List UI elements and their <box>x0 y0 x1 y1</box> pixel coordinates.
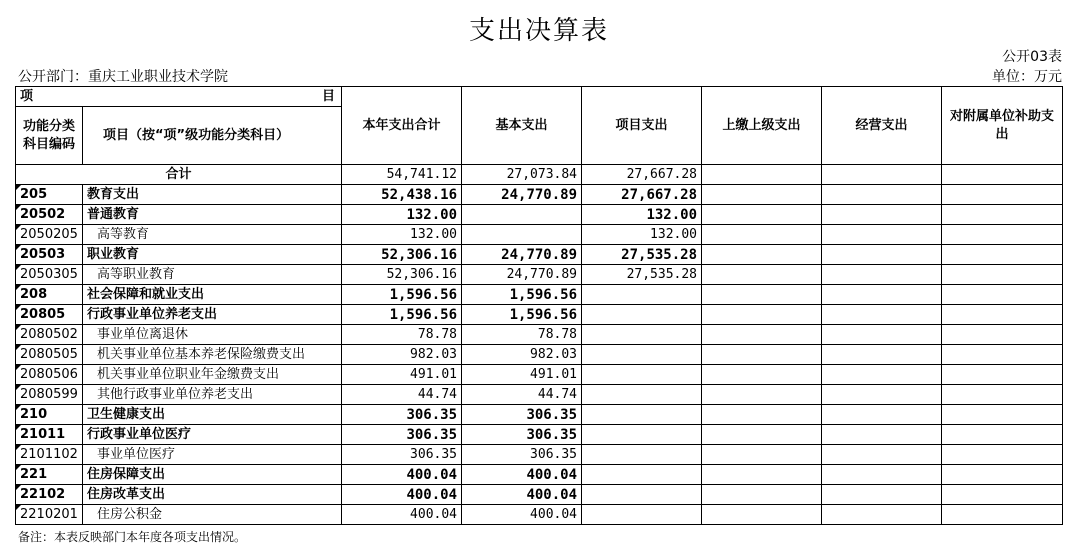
row-total: 52,306.16 <box>342 265 462 285</box>
table-row <box>16 405 1063 425</box>
row-upper <box>702 325 822 345</box>
unit-label: 单位：万元 <box>992 69 1062 85</box>
row-business <box>822 285 942 305</box>
row-upper <box>702 365 822 385</box>
row-total: 400.04 <box>342 505 462 525</box>
row-code: 2080505 <box>16 345 83 365</box>
row-code: 221 <box>16 465 83 485</box>
table-row <box>16 485 1063 505</box>
row-upper <box>702 405 822 425</box>
row-subsidy <box>942 345 1063 365</box>
row-subsidy <box>942 465 1063 485</box>
row-code: 2101102 <box>16 445 83 465</box>
row-total: 1,596.56 <box>342 285 462 305</box>
table-row <box>16 305 1063 325</box>
row-total: 1,596.56 <box>342 305 462 325</box>
row-total: 78.78 <box>342 325 462 345</box>
row-business <box>822 485 942 505</box>
row-project <box>582 505 702 525</box>
row-name: 行政事业单位养老支出 <box>83 305 342 325</box>
row-code: 208 <box>16 285 83 305</box>
item-header-right: 目 <box>322 89 336 104</box>
row-basic: 24,770.89 <box>462 265 582 285</box>
row-name: 住房改革支出 <box>83 485 342 505</box>
row-subsidy <box>942 365 1063 385</box>
row-project <box>582 285 702 305</box>
row-subsidy <box>942 225 1063 245</box>
row-upper <box>702 485 822 505</box>
row-project: 27,667.28 <box>582 185 702 205</box>
table-row <box>16 465 1063 485</box>
col-header-code: 功能分类科目编码 <box>16 107 83 165</box>
row-basic: 982.03 <box>462 345 582 365</box>
row-project: 132.00 <box>582 205 702 225</box>
row-total: 491.01 <box>342 365 462 385</box>
row-name: 高等职业教育 <box>83 265 342 285</box>
item-header <box>16 87 342 107</box>
row-name: 机关事业单位基本养老保险缴费支出 <box>83 345 342 365</box>
row-business <box>822 425 942 445</box>
row-name: 职业教育 <box>83 245 342 265</box>
row-basic: 1,596.56 <box>462 285 582 305</box>
row-business <box>822 345 942 365</box>
row-business <box>822 225 942 245</box>
row-business <box>822 445 942 465</box>
row-business <box>822 265 942 285</box>
table-row <box>16 325 1063 345</box>
row-upper <box>702 265 822 285</box>
row-code: 20503 <box>16 245 83 265</box>
row-project <box>582 445 702 465</box>
table-row <box>16 365 1063 385</box>
table-row <box>16 245 1063 265</box>
row-upper <box>702 185 822 205</box>
total-basic: 27,073.84 <box>462 165 582 185</box>
row-business <box>822 325 942 345</box>
row-project <box>582 485 702 505</box>
row-code: 2080599 <box>16 385 83 405</box>
row-name: 行政事业单位医疗 <box>83 425 342 445</box>
row-name: 住房公积金 <box>83 505 342 525</box>
col-header-total: 本年支出合计 <box>342 87 462 165</box>
total-project: 27,667.28 <box>582 165 702 185</box>
row-code: 205 <box>16 185 83 205</box>
total-business <box>822 165 942 185</box>
row-name: 其他行政事业单位养老支出 <box>83 385 342 405</box>
row-code: 2210201 <box>16 505 83 525</box>
row-name: 普通教育 <box>83 205 342 225</box>
row-project <box>582 465 702 485</box>
row-project <box>582 325 702 345</box>
row-subsidy <box>942 385 1063 405</box>
total-upper <box>702 165 822 185</box>
row-business <box>822 505 942 525</box>
row-basic: 78.78 <box>462 325 582 345</box>
row-basic: 44.74 <box>462 385 582 405</box>
row-basic: 491.01 <box>462 365 582 385</box>
row-total: 132.00 <box>342 225 462 245</box>
header-row-item <box>16 87 1063 107</box>
row-basic: 400.04 <box>462 465 582 485</box>
row-upper <box>702 225 822 245</box>
row-total: 306.35 <box>342 445 462 465</box>
form-code: 公开03表 <box>1002 49 1062 65</box>
row-basic: 306.35 <box>462 425 582 445</box>
row-total: 52,438.16 <box>342 185 462 205</box>
row-subsidy <box>942 405 1063 425</box>
row-code: 20502 <box>16 205 83 225</box>
table-row <box>16 505 1063 525</box>
col-header-project: 项目支出 <box>582 87 702 165</box>
row-subsidy <box>942 285 1063 305</box>
row-business <box>822 465 942 485</box>
row-total: 52,306.16 <box>342 245 462 265</box>
row-total: 400.04 <box>342 465 462 485</box>
table-row <box>16 205 1063 225</box>
row-total: 132.00 <box>342 205 462 225</box>
expenditure-table <box>15 86 1063 525</box>
total-amount: 54,741.12 <box>342 165 462 185</box>
row-basic: 306.35 <box>462 405 582 425</box>
row-total: 44.74 <box>342 385 462 405</box>
report-title: 支出决算表 <box>468 16 609 46</box>
row-name: 事业单位离退休 <box>83 325 342 345</box>
row-code: 2080502 <box>16 325 83 345</box>
row-basic: 400.04 <box>462 505 582 525</box>
row-project: 132.00 <box>582 225 702 245</box>
row-business <box>822 245 942 265</box>
table-row <box>16 265 1063 285</box>
row-project <box>582 425 702 445</box>
row-name: 高等教育 <box>83 225 342 245</box>
row-basic: 400.04 <box>462 485 582 505</box>
col-header-upper: 上缴上级支出 <box>702 87 822 165</box>
row-code: 2080506 <box>16 365 83 385</box>
row-code: 20805 <box>16 305 83 325</box>
row-total: 400.04 <box>342 485 462 505</box>
row-business <box>822 385 942 405</box>
row-business <box>822 365 942 385</box>
row-upper <box>702 465 822 485</box>
row-basic <box>462 205 582 225</box>
row-business <box>822 185 942 205</box>
row-business <box>822 205 942 225</box>
row-name: 教育支出 <box>83 185 342 205</box>
row-upper <box>702 505 822 525</box>
row-basic: 24,770.89 <box>462 185 582 205</box>
row-name: 事业单位医疗 <box>83 445 342 465</box>
row-project <box>582 305 702 325</box>
row-project <box>582 405 702 425</box>
row-business <box>822 405 942 425</box>
footnote: 备注：本表反映部门本年度各项支出情况。 <box>18 530 247 544</box>
row-basic: 1,596.56 <box>462 305 582 325</box>
row-code: 22102 <box>16 485 83 505</box>
row-subsidy <box>942 265 1063 285</box>
row-upper <box>702 245 822 265</box>
row-name: 机关事业单位职业年金缴费支出 <box>83 365 342 385</box>
row-name: 卫生健康支出 <box>83 405 342 425</box>
table-row <box>16 225 1063 245</box>
col-header-name: 项目（按“项”级功能分类科目） <box>83 107 342 165</box>
row-upper <box>702 445 822 465</box>
row-upper <box>702 425 822 445</box>
col-header-basic: 基本支出 <box>462 87 582 165</box>
row-upper <box>702 345 822 365</box>
row-subsidy <box>942 505 1063 525</box>
row-total: 306.35 <box>342 405 462 425</box>
row-project <box>582 345 702 365</box>
row-subsidy <box>942 325 1063 345</box>
col-header-subsidy: 对附属单位补助支出 <box>942 87 1063 165</box>
row-basic <box>462 225 582 245</box>
total-subsidy <box>942 165 1063 185</box>
table-row <box>16 385 1063 405</box>
table-row <box>16 425 1063 445</box>
table-row <box>16 345 1063 365</box>
row-business <box>822 305 942 325</box>
row-upper <box>702 285 822 305</box>
row-subsidy <box>942 445 1063 465</box>
department-label: 公开部门：重庆工业职业技术学院 <box>18 69 228 85</box>
row-project <box>582 385 702 405</box>
row-upper <box>702 205 822 225</box>
table-row <box>16 445 1063 465</box>
row-subsidy <box>942 485 1063 505</box>
row-subsidy <box>942 425 1063 445</box>
row-basic: 306.35 <box>462 445 582 465</box>
total-label: 合计 <box>16 165 342 185</box>
row-upper <box>702 305 822 325</box>
row-total: 306.35 <box>342 425 462 445</box>
row-basic: 24,770.89 <box>462 245 582 265</box>
table-row <box>16 185 1063 205</box>
item-header-left: 项 <box>20 88 34 104</box>
row-subsidy <box>942 245 1063 265</box>
row-name: 住房保障支出 <box>83 465 342 485</box>
row-project: 27,535.28 <box>582 245 702 265</box>
row-code: 2050305 <box>16 265 83 285</box>
row-project: 27,535.28 <box>582 265 702 285</box>
row-code: 21011 <box>16 425 83 445</box>
row-code: 2050205 <box>16 225 83 245</box>
row-total: 982.03 <box>342 345 462 365</box>
table-row <box>16 285 1063 305</box>
row-code: 210 <box>16 405 83 425</box>
row-upper <box>702 385 822 405</box>
col-header-business: 经营支出 <box>822 87 942 165</box>
row-project <box>582 365 702 385</box>
row-subsidy <box>942 185 1063 205</box>
total-row <box>16 165 1063 185</box>
row-subsidy <box>942 305 1063 325</box>
row-name: 社会保障和就业支出 <box>83 285 342 305</box>
row-subsidy <box>942 205 1063 225</box>
